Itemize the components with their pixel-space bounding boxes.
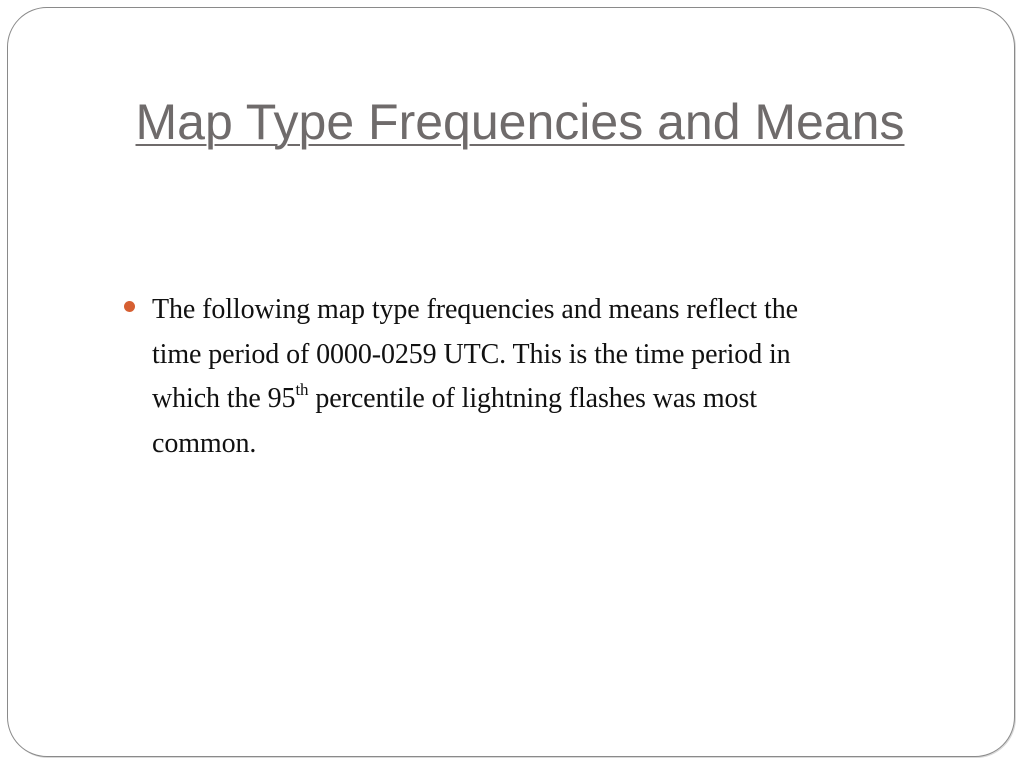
bullet-text-line-3 <box>152 377 920 422</box>
bullet-text-line-4: common. <box>152 427 257 459</box>
slide-title: Map Type Frequencies and Means <box>135 94 905 150</box>
bullet-item <box>120 288 920 466</box>
slide-frame <box>7 7 1015 757</box>
bullet-text-line-3-start: which the 95 <box>152 383 296 414</box>
bullet-text-line-2: time period of 0000-0259 UTC. This is the time period in <box>152 338 791 370</box>
bullet-text-line-3-end: percentile of lightning flashes was most <box>308 383 757 414</box>
bullet-dot-icon <box>124 301 135 312</box>
slide-body <box>120 288 920 466</box>
bullet-text-line-1: The following map type frequencies and means reflect the <box>152 294 798 325</box>
ordinal-superscript: th <box>295 379 309 399</box>
